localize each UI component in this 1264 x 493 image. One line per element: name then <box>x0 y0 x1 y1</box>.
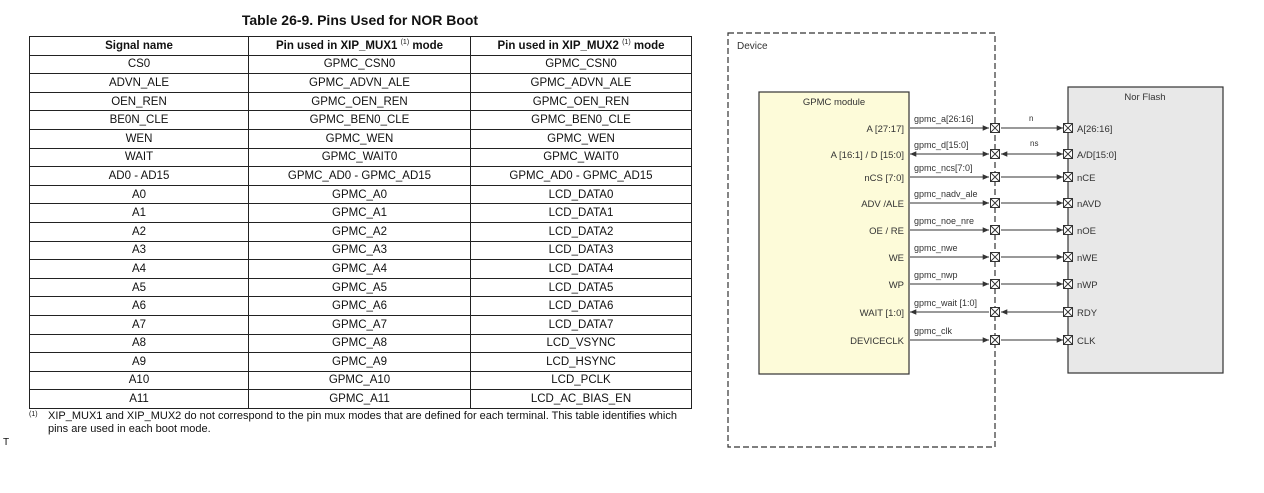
gpmc-pin-label: OE / RE <box>869 226 904 237</box>
cell-mux1: GPMC_AD0 - GPMC_AD15 <box>249 167 471 186</box>
wire-label: gpmc_nadv_ale <box>914 189 978 199</box>
cell-signal: A5 <box>30 278 249 297</box>
side-mark-ns: ns <box>1030 139 1039 148</box>
flash-pin-label: A/D[15:0] <box>1077 150 1117 161</box>
header-xip-mux2: Pin used in XIP_MUX2 $^{(1)}$ mode <box>471 37 692 56</box>
cell-signal: A2 <box>30 222 249 241</box>
flash-pin-label: nWE <box>1077 253 1098 264</box>
wire-label: gpmc_a[26:16] <box>914 114 974 124</box>
flash-pin-label: A[26:16] <box>1077 124 1113 135</box>
cell-mux2: LCD_DATA0 <box>471 185 692 204</box>
side-mark-n: n <box>1029 114 1034 123</box>
cell-mux1: GPMC_BEN0_CLE <box>249 111 471 130</box>
flash-pin-label: RDY <box>1077 308 1098 319</box>
cell-signal: WAIT <box>30 148 249 167</box>
cell-mux1: GPMC_A1 <box>249 204 471 223</box>
gpmc-pin-label: A [27:17] <box>866 124 904 135</box>
cell-signal: A10 <box>30 371 249 390</box>
cell-mux1: GPMC_CSN0 <box>249 55 471 74</box>
cell-signal: BE0N_CLE <box>30 111 249 130</box>
cell-mux2: GPMC_CSN0 <box>471 55 692 74</box>
cell-mux1: GPMC_A4 <box>249 260 471 279</box>
flash-pin-label: nWP <box>1077 280 1098 291</box>
cell-mux2: GPMC_BEN0_CLE <box>471 111 692 130</box>
cell-mux1: GPMC_WAIT0 <box>249 148 471 167</box>
gpmc-pin-label: nCS [7:0] <box>864 173 904 184</box>
cell-signal: A7 <box>30 315 249 334</box>
cell-mux2: LCD_DATA2 <box>471 222 692 241</box>
cell-mux1: GPMC_A8 <box>249 334 471 353</box>
wire-label: gpmc_nwp <box>914 270 958 280</box>
cell-mux1: GPMC_ADVN_ALE <box>249 74 471 93</box>
cell-mux2: LCD_DATA4 <box>471 260 692 279</box>
footnote-mark: (1) <box>29 411 38 418</box>
cell-signal: WEN <box>30 129 249 148</box>
cell-mux2: LCD_HSYNC <box>471 353 692 372</box>
cell-signal: A0 <box>30 185 249 204</box>
gpmc-pin-label: WP <box>888 280 904 291</box>
cell-mux2: LCD_AC_BIAS_EN <box>471 390 692 409</box>
cell-mux1: GPMC_A6 <box>249 297 471 316</box>
cell-signal: CS0 <box>30 55 249 74</box>
cell-signal: A4 <box>30 260 249 279</box>
cell-signal: OEN_REN <box>30 92 249 111</box>
cell-signal: A1 <box>30 204 249 223</box>
gpmc-pin-label: DEVICECLK <box>850 336 904 347</box>
cell-mux2: LCD_DATA3 <box>471 241 692 260</box>
cell-mux1: GPMC_A5 <box>249 278 471 297</box>
table-title: Table 26-9. Pins Used for NOR Boot <box>241 12 479 28</box>
flash-pin-label: CLK <box>1077 336 1096 347</box>
cell-mux1: GPMC_A7 <box>249 315 471 334</box>
flash-pin-label: nCE <box>1077 173 1096 184</box>
cell-mux2: LCD_DATA5 <box>471 278 692 297</box>
footnote-text: XIP_MUX1 and XIP_MUX2 do not correspond to the pin mux modes that are defined for each terminal. This table identifies which pins are used in each boot mode. <box>48 410 677 435</box>
cell-signal: AD0 - AD15 <box>30 167 249 186</box>
cell-signal: A3 <box>30 241 249 260</box>
gpmc-pin-label: ADV /ALE <box>861 199 904 210</box>
cell-mux2: LCD_DATA6 <box>471 297 692 316</box>
cell-mux2: LCD_DATA1 <box>471 204 692 223</box>
wire-label: gpmc_clk <box>914 326 953 336</box>
cell-mux2: GPMC_AD0 - GPMC_AD15 <box>471 167 692 186</box>
device-label: Device <box>737 41 768 52</box>
flash-pin-label: nAVD <box>1077 199 1102 210</box>
cell-mux2: GPMC_WAIT0 <box>471 148 692 167</box>
wire-label: gpmc_noe_nre <box>914 216 975 226</box>
gpmc-module-label: GPMC module <box>802 97 866 108</box>
cell-mux1: GPMC_A9 <box>249 353 471 372</box>
header-footnote-mark: (1) <box>400 39 410 47</box>
header-signal-name: Signal name <box>30 37 249 56</box>
corner-mark: T <box>3 437 10 448</box>
cell-mux2: GPMC_ADVN_ALE <box>471 74 692 93</box>
cell-mux2: LCD_VSYNC <box>471 334 692 353</box>
cell-mux1: GPMC_A2 <box>249 222 471 241</box>
wire-label: gpmc_ncs[7:0] <box>914 163 973 173</box>
wire-label: gpmc_nwe <box>914 243 958 253</box>
cell-mux1: GPMC_WEN <box>249 129 471 148</box>
cell-mux1: GPMC_A3 <box>249 241 471 260</box>
cell-mux2: GPMC_OEN_REN <box>471 92 692 111</box>
nor-flash-label: Nor Flash <box>1124 92 1166 103</box>
cell-signal: ADVN_ALE <box>30 74 249 93</box>
cell-signal: A11 <box>30 390 249 409</box>
cell-signal: A6 <box>30 297 249 316</box>
gpmc-pin-label: A [16:1] / D [15:0] <box>830 150 904 161</box>
wire-label: gpmc_wait [1:0] <box>914 298 978 308</box>
cell-mux1: GPMC_A0 <box>249 185 471 204</box>
header-xip-mux1: Pin used in XIP_MUX1 $^{(1)}$ mode <box>249 37 471 56</box>
cell-mux2: GPMC_WEN <box>471 129 692 148</box>
flash-pin-label: nOE <box>1077 226 1097 237</box>
gpmc-pin-label: WAIT [1:0] <box>859 308 904 319</box>
cell-mux1: GPMC_OEN_REN <box>249 92 471 111</box>
cell-mux1: GPMC_A10 <box>249 371 471 390</box>
wire-label: gpmc_d[15:0] <box>914 140 969 150</box>
cell-mux1: GPMC_A11 <box>249 390 471 409</box>
cell-mux2: LCD_DATA7 <box>471 315 692 334</box>
cell-mux2: LCD_PCLK <box>471 371 692 390</box>
gpmc-pin-label: WE <box>888 253 904 264</box>
cell-signal: A8 <box>30 334 249 353</box>
cell-signal: A9 <box>30 353 249 372</box>
header-footnote-mark: (1) <box>622 39 631 47</box>
